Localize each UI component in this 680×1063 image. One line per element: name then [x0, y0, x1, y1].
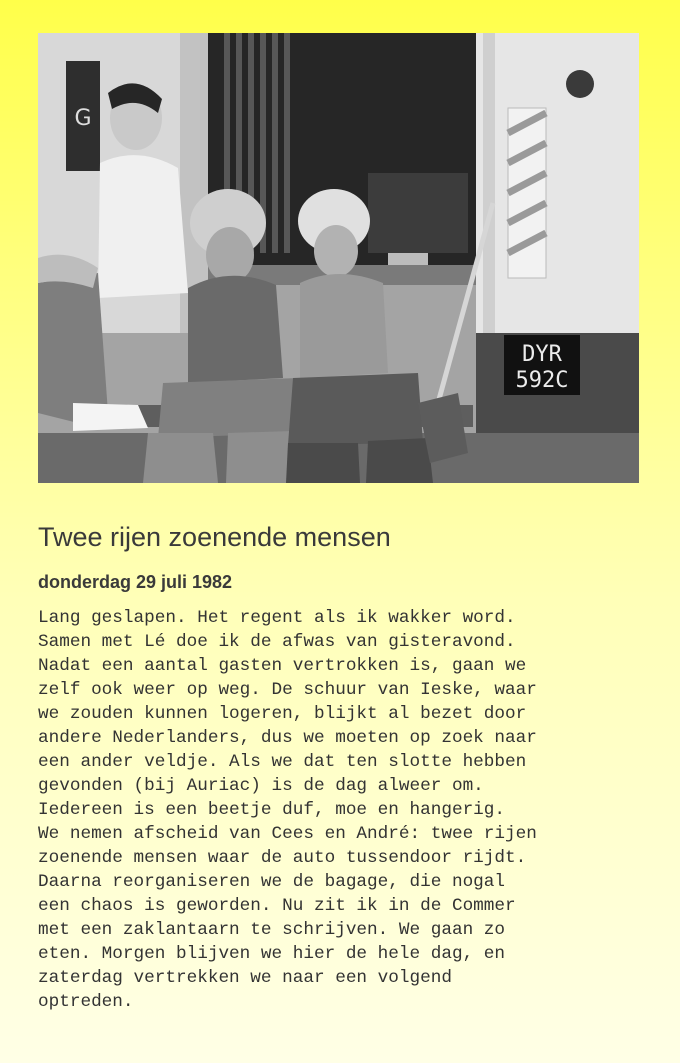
entry-line: met een zaklantaarn te schrijven. We gaan zo — [38, 920, 506, 940]
entry-line: een ander veldje. Als we dat ten slotte hebben — [38, 752, 527, 772]
entry-line: Daarna reorganiseren we de bagage, die nogal — [38, 872, 506, 892]
entry-line: zelf ook weer op weg. De schuur van Ieske, waar — [38, 680, 537, 700]
entry-line: eten. Morgen blijven we hier de hele dag, en — [38, 944, 506, 964]
entry-body — [38, 606, 638, 1014]
entry-line: we zouden kunnen logeren, blijkt al bezet door — [38, 704, 527, 724]
entry-line: Lang geslapen. Het regent als ik wakker word. — [38, 608, 516, 628]
entry-title: Twee rijen zoenende mensen — [38, 522, 391, 552]
entry-line: Iedereen is een beetje duf, moe en hangerig. — [38, 800, 506, 820]
entry-line: gevonden (bij Auriac) is de dag alweer om. — [38, 776, 484, 796]
license-plate-line2: 592C — [515, 368, 569, 393]
entry-line: andere Nederlanders, dus we moeten op zoek naar — [38, 728, 537, 748]
entry-line: Nadat een aantal gasten vertrokken is, gaan we — [38, 656, 527, 676]
diary-photo — [38, 33, 639, 483]
entry-line: zaterdag vertrekken we naar een volgend — [38, 968, 452, 988]
entry-line: optreden. — [38, 992, 134, 1012]
entry-line: Samen met Lé doe ik de afwas van gisteravond. — [38, 632, 516, 652]
van-logo-text: G — [74, 106, 92, 131]
entry-line: zoenende mensen waar de auto tussendoor rijdt. — [38, 848, 527, 868]
entry-line: We nemen afscheid van Cees en André: twee rijen — [38, 824, 537, 844]
entry-line: een chaos is geworden. Nu zit ik in de Commer — [38, 896, 516, 916]
entry-date: donderdag 29 juli 1982 — [38, 572, 233, 592]
license-plate-line1: DYR — [522, 342, 562, 367]
